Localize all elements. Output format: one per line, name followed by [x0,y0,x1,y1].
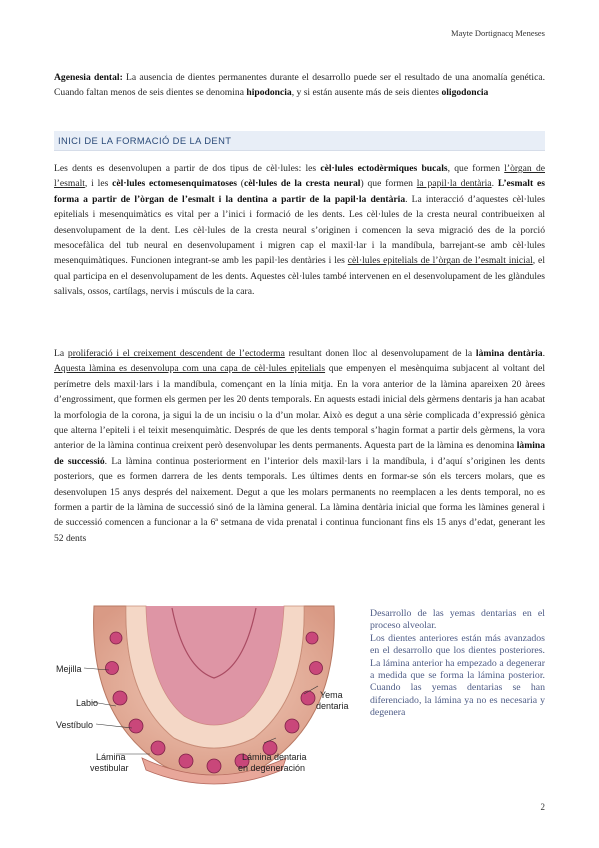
text-run: que empenyen el mesènquima subjacent al voltant del perímetre dels maxil·lars i la mandíbula, començant en la línia mitja. En la vora anterior de la làmina apareixen 20 àrees d’engrossiment, que formen els germen per les 20 dents temporals. En aquests estadi inicial dels gèrmens dentaris ja han acabat la morfologia de la corona, ja sigui la de un incisiu o la d’un molar. Això es degut a una sèrie complicada d’expressió gènica que alterna l’epiteli i el teixit mesenquimàtic. Després de que les dents temporal s’hagin format a partir dels gèrmens, la vora anterior de la làmina continua creixent però desenvolupar les dents permanents. Aquesta part de la làmina es denomina [54,363,545,452]
text-run: La [54,348,68,359]
page-number: 2 [540,802,545,812]
figure-caption [370,608,545,720]
underlined-term: l’òrgan de l’esmalt [54,163,545,190]
label-lip: Labio [76,698,99,708]
text-run: resultant donen lloc al desenvolupament de la [284,348,476,359]
text-run: ( [236,178,245,190]
label-cheek: Mejilla [56,664,82,674]
term-agenesia: Agenesia dental: [54,72,123,83]
bold-term: làmina dentària [475,348,543,359]
underlined-term: proliferació i el creixement descendent de l’ectoderma [67,348,285,359]
text-run: , el qual participa en el desenvolupament de les dents. Aquestes cèl·lules també intervenen en el desenvolupament de les glàndules salivals, ossos, cartílags, nervis i músculs de la cara. [54,255,545,298]
term-hipodoncia: hipodoncia [246,87,292,99]
caption-body: Los dientes anteriores están más avanzados en el desarrollo que los dientes posteriores. La lámina anterior ha empezado a degenerar a medida que se forma la lámina posterior. Cuando las yemas dentarias se han diferenciado, la lámina ya no es necesaria y degenera [370,632,545,719]
term-oligodoncia: oligodoncia [441,87,489,99]
bold-term: cèl·lules de la cresta neural [244,178,361,190]
text-run: , i les [84,178,113,190]
section-heading: INICI DE LA FORMACIÓ DE LA DENT [54,131,545,151]
underlined-term: Aquesta làmina es desenvolupa com una capa de cèl·lules epitelials [54,363,326,375]
paragraph-dental-lamina [54,346,545,546]
bold-term: cèl·lules ectodèrmiques bucals [320,163,448,174]
bold-term: cèl·lules ectomesenquimatoses [112,178,237,190]
text-run: . [542,348,545,359]
tooth-bud-illustration [54,598,359,792]
underlined-term: cèl·lules epitelials de l’òrgan de l’esmalt inicial [347,255,533,267]
label-tooth-bud-line1: Yema [320,690,343,700]
text-run: Les dents es desenvolupen a partir de dos tipus de cèl·lules: les [54,163,321,174]
caption-title: Desarrollo de las yemas dentarias en el proceso alveolar. [370,608,545,632]
paragraph-tooth-origin [54,161,545,300]
text-run: , que formen [447,163,505,174]
label-vestibule: Vestíbulo [56,720,94,730]
text-run: . [491,178,498,190]
label-degenerating-lamina-line1: Lámina dentaria [242,752,307,762]
intro-text: , y si están ausente más de seis dientes [291,87,442,99]
text-run: . La interacció d’aquestes cèl·lules epitelials i mesenquimàtics es vital per a l’inici i formació de les dents. Les cèl·lules de la cresta neural contribueixen al desenvolupament de la dent. Les cèl·lules de la cresta neural s’originen i comencen la seva migració des de la porció mesocefàlica del tub neural en desenvolupament i migren cap el maxil·lar i la mandíbula, barrejant-se amb cèl·lules mesenquimàtiques. Funcionen integrant-se amb les papil·les dentàries i les [54,193,545,267]
text-run: . La làmina continua posteriorment en l’interior dels maxil·lars i la mandíbula, i d’aquí s’originen les dents posteriors, que es formen darrera de les dents temporals. Les últimes dents en formar-se són els tercers molars, que es desenvolupen 15 anys després del naixement. Degut a que les molars permanents no reemplacen a les dents temporal, no es formen a partir de la làmina de successió sinó de la làmina general. La làmina dentària inicial que forma les làmines general i de successió comencen a funcionar a la 6ª setmana de vida prenatal i continua funcionant fins els 15 anys d’edat, generant les 52 dents [54,455,546,544]
label-degenerating-lamina-line2: en degeneración [238,763,306,773]
text-run: ) que formen [360,178,417,190]
label-tooth-bud-line2: dentaria [316,701,349,711]
label-vestibular-lamina-line2: vestibular [90,763,129,773]
bold-statement: L’esmalt es forma a partir de l’òrgan de l’esmalt i la dentina a partir de la papil·la dentària [54,178,545,205]
underlined-term: la papil·la dentària [416,178,492,190]
intro-text: La ausencia de dientes permanentes durante el desarrollo puede ser el resultado de una anomalía genética. Cuando faltan menos de seis dientes se denomina [54,72,546,99]
label-vestibular-lamina-line1: Lámina [96,752,126,762]
agenesis-paragraph [54,70,545,101]
page-header-author: Mayte Dortignacq Meneses [451,28,545,38]
bold-term: làmina de successió [54,440,545,467]
